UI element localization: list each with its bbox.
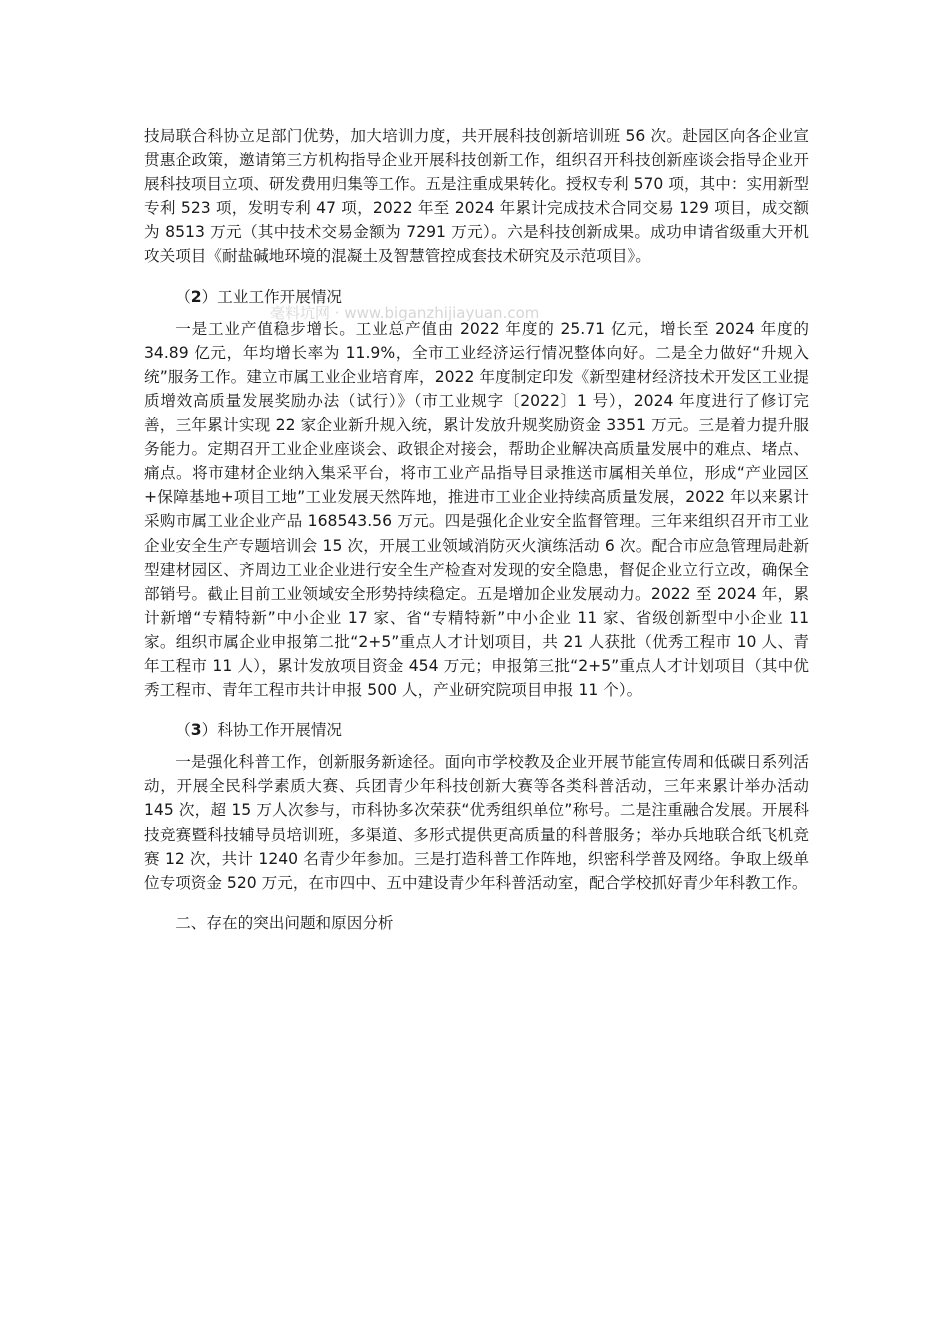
heading-science-association-work: （3）科协工作开展情况 xyxy=(175,721,343,740)
paragraph-tech-continued: 技局联合科协立足部门优势，加大培训力度，共开展科技创新培训班 56 次。赴园区向各企业宣贯惠企政策，邀请第三方机构指导企业开展科技创新工作，组织召开科技创新座谈会指导企业开展科技项目立项、研发费用归集等工作。五是注重成果转化。授权专利 570 项，其中：实用新型专利 523 项，发明专利 47 项，2022 年至 2024 年累计完成技术合同交易 129 项目，成交额为 8513 万元（其中技术交易金额为 7291 万元）。六是科技创新成果。成功申请省级重大开机攻关项目《耐盐碱地环境的混凝土及智慧管控成套技术研究及示范项目》。 xyxy=(144,127,809,266)
heading-industry-work: （2）工业工作开展情况 xyxy=(175,287,343,306)
paragraph-science-association-work: 一是强化科普工作，创新服务新途径。面向市学校教及企业开展节能宣传周和低碳日系列活动，开展全民科学素质大赛、兵团青少年科技创新大赛等各类科普活动，三年来累计举办活动 145 次，超 15 万人次参与，市科协多次荣获“优秀组织单位”称号。二是注重融合发展。开展科技竞赛暨科技辅导员培训班，多渠道、多形式提供更高质量的科普服务；举办兵地联合纸飞机竞赛 12 次，共计 1240 名青少年参加。三是打造科普工作阵地，织密科学普及网络。争取上级单位专项资金 520 万元，在市四中、五中建设青少年科普活动室，配合学校抓好青少年科教工作。 xyxy=(144,753,809,892)
document-body xyxy=(144,124,809,943)
section-heading-problems: 二、存在的突出问题和原因分析 xyxy=(175,913,394,932)
watermark: 毫料坑网 · www.biganzhijiayuan.com xyxy=(270,304,540,322)
paragraph-industry-work: 一是工业产值稳步增长。工业总产值由 2022 年度的 25.71 亿元，增长至 2024 年度的 34.89 亿元，年均增长率为 11.9%，全市工业经济运行情况整体向好。二是全力做好“升规入统”服务工作。建立市属工业企业培育库，2022 年度制定印发《新型建材经济技术开发区工业提质增效高质量发展奖励办法（试行）》（市工业规字〔2022〕1 号），2024 年度进行了修订完善，三年累计实现 22 家企业新升规入统，累计发放升规奖励资金 3351 万元。三是着力提升服务能力。定期召开工业企业座谈会、政银企对接会，帮助企业解决高质量发展中的难点、堵点、痛点。将市建材企业纳入集采平台，将市工业产品指导目录推送市属相关单位，形成“产业园区+保障基地+项目工地”工业发展天然阵地，推进市工业企业持续高质量发展，2022 年以来累计采购市属工业企业产品 168543.56 万元。四是强化企业安全监督管理。三年来组织召开市工业企业安全生产专题培训会 15 次，开展工业领域消防灭火演练活动 6 次。配合市应急管理局赴新型建材园区、齐周边工业企业进行安全生产检查对发现的安全隐患，督促企业立行立改，确保全部销号。截止目前工业领域安全形势持续稳定。五是增加企业发展动力。2022 至 2024 年，累计新增“专精特新”中小企业 17 家、省“专精特新”中小企业 11 家、省级创新型中小企业 11 家。组织市属企业申报第二批“2+5”重点人才计划项目，共 21 人获批（优秀工程市 10 人、青年工程市 11 人），累计发放项目资金 454 万元；申报第三批“2+5”重点人才计划项目（其中优秀工程市、青年工程市共计申报 500 人，产业研究院项目申报 11 个）。 xyxy=(144,319,809,700)
